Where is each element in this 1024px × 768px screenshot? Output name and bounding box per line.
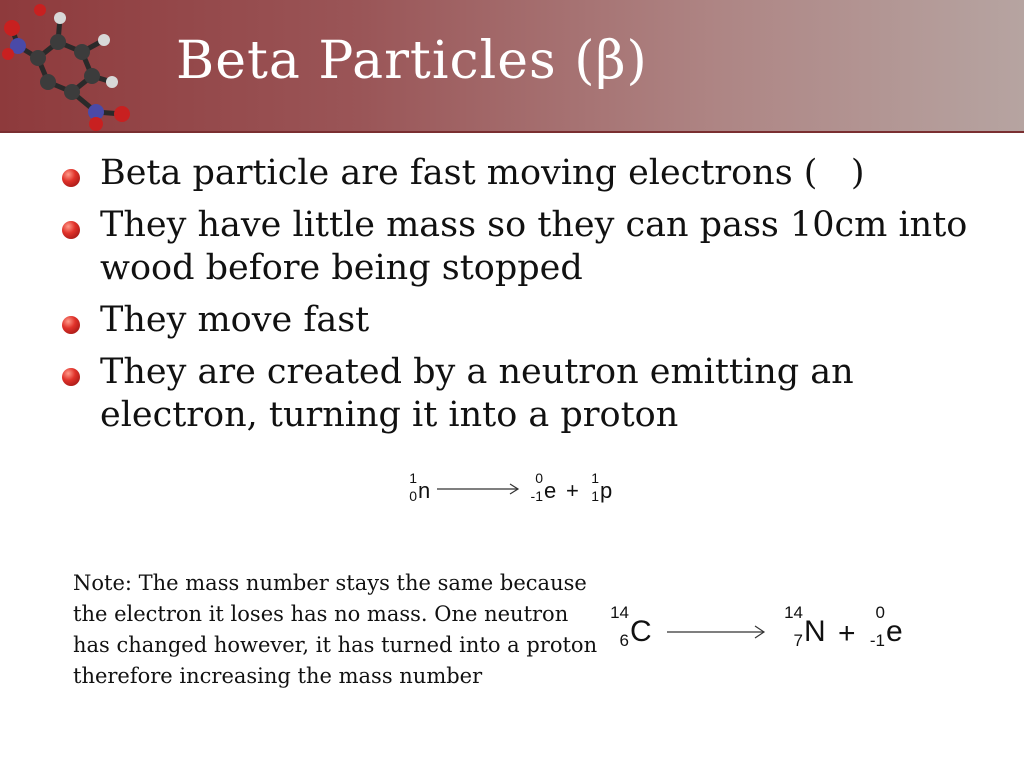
mass-number: 14 xyxy=(610,603,629,622)
note-text: Note: The mass number stays the same because the electron it loses has no mass. One neutron has changed however, it has turned into a proton therefore increasing the mass number xyxy=(73,571,598,688)
slide-title: Beta Particles (β) xyxy=(176,31,648,91)
bullet-text: They move fast xyxy=(100,300,370,340)
bullet-text: Beta particle are fast moving electrons ( ) xyxy=(100,153,865,193)
bullet-text: They have little mass so they can pass 10cm into wood before being stopped xyxy=(100,205,968,288)
title-banner xyxy=(0,0,1024,132)
element-symbol: C xyxy=(630,615,652,648)
mass-number: 0 xyxy=(535,470,543,486)
mass-number: 1 xyxy=(409,470,417,486)
element-symbol: e xyxy=(886,615,903,648)
atomic-number: -1 xyxy=(530,488,543,504)
atomic-number: -1 xyxy=(869,631,885,650)
bullet-item xyxy=(60,351,990,437)
atomic-number: 7 xyxy=(793,631,803,650)
reactant-carbon xyxy=(610,603,652,650)
element-symbol: p xyxy=(600,478,613,503)
bullet-icon xyxy=(62,316,80,334)
bullet-item xyxy=(60,152,990,195)
bullet-item xyxy=(60,204,990,290)
mass-number: 0 xyxy=(875,603,885,622)
plus-sign: + xyxy=(838,617,856,650)
bullet-list xyxy=(60,152,990,446)
bullet-text: They are created by a neutron emitting an electron, turning it into a proton xyxy=(100,352,854,435)
bullet-item xyxy=(60,299,990,342)
plus-sign: + xyxy=(566,478,579,503)
bullet-icon xyxy=(62,368,80,386)
mass-number: 14 xyxy=(784,603,803,622)
element-symbol: n xyxy=(418,478,431,503)
bullet-icon xyxy=(62,221,80,239)
product-electron xyxy=(530,470,557,504)
arrow-icon xyxy=(666,624,766,640)
atomic-number: 0 xyxy=(409,488,417,504)
product-proton xyxy=(591,470,613,504)
product-electron xyxy=(869,603,903,650)
product-nitrogen xyxy=(784,603,826,650)
atomic-number: 6 xyxy=(619,631,629,650)
element-symbol: e xyxy=(544,478,557,503)
element-symbol: N xyxy=(804,615,826,648)
molecule-logo-icon xyxy=(0,0,150,132)
atomic-number: 1 xyxy=(591,488,599,504)
bullet-icon xyxy=(62,169,80,187)
arrow-icon xyxy=(436,482,520,496)
reactant-neutron xyxy=(409,470,431,504)
mass-number: 1 xyxy=(591,470,599,486)
title-banner-edge xyxy=(0,131,1024,133)
